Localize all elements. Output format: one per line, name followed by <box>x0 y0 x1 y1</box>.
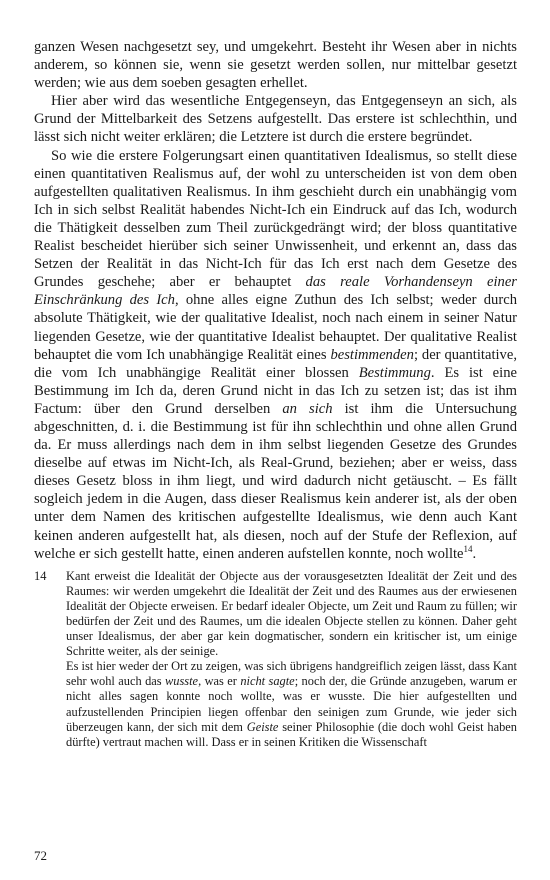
emphasis: Geiste <box>246 719 279 734</box>
paragraph <box>34 38 517 92</box>
text-run: Kant erweist die Idealität der Objecte aus der vorausgesetzten Idealität der Zeit und des Raumes: wir werden umgekehrt die Idealität der Zeit und des Raumes aus der erwiesenen Idealität der Objecte erweisen. Er bedarf idealer Objecte, um Zeit und Raum zu füllen; wir bedürfen der Zeit und des Raumes, um die idealen Objecte stellen zu können. Daher geht unser Idealismus, der aber gar kein dogmatischer, sondern ein kritischer ist, um einige Schritte weiter, als der seinige. <box>66 568 517 659</box>
emphasis: bestimmenden <box>330 346 414 363</box>
paragraph <box>34 147 517 563</box>
text-run: Hier aber wird das wesentliche Entgegenseyn, das Entgegenseyn an sich, als Grund der Mittelbarkeit des Setzens aufgestellt. Das erstere ist schlechthin, und lässt sich nicht weiter erklären; die Letztere ist durch die erstere begründet. <box>34 93 517 146</box>
footnote-paragraph <box>66 659 517 750</box>
paragraph <box>34 92 517 146</box>
book-page <box>34 38 517 750</box>
main-text <box>34 38 517 563</box>
text-run: Es ist hier weder der Ort zu zeigen, was sich übrigens handgreiflich zeigen lässt, dass Kant sehr wohl auch das <box>66 659 517 689</box>
footnote-body <box>66 569 517 750</box>
text-run: . <box>472 545 477 562</box>
text-run: , was er <box>198 674 241 689</box>
page-number: 72 <box>34 848 47 863</box>
footnote-reference: 14 <box>463 543 473 554</box>
footnote <box>34 569 517 750</box>
text-run: So wie die erstere Folgerungsart einen quantitativen Idealismus, so stellt diese einen quantitativen Realismus auf, der wohl zu unterscheiden ist von dem oben aufgestellten qualitativen Realismus. In ihm geschieht durch ein unabhängig vom Ich in sich selbst Realität habendes Nicht-Ich ein Eindruck auf das Ich, wodurch die Thätigkeit desselben zum Theil zurückgedrängt wird; der bloss quantitative Realist bescheidet hierüber sich seiner Unwissenheit, und erkennt an, dass das Setzen der Realität in das Nicht-Ich für das Ich erst nach dem Gesetze des Grundes geschehe; aber er behauptet <box>34 147 517 291</box>
text-run: , ohne alles eigne Zuthun des Ich selbst; weder durch absolute Thätigkeit, wie der qualitative Idealist, noch nach einem in seiner Natur liegenden Gesetze, wie der quantitative Idealist behauptet. Der qualitative Realist behauptet die vom Ich unabhängige Realität eines <box>34 292 517 363</box>
text-run: ganzen Wesen nachgesetzt sey, und umgekehrt. Besteht ihr Wesen aber in nichts anderem, so können sie, wenn sie gesetzt werden sollen, nur mittelbar gesetzt werden; wie aus dem soeben gesagten erhellet. <box>34 39 517 92</box>
footnote-number: 14 <box>34 568 47 583</box>
text-run: ; noch der, die Gründe anzugeben, warum er nicht alles sagen konnte noch wollte, was er wusste. Die hier aufgestellten und aufzustellenden Principien liegen offenbar den seinigen zum Grunde, wie jeder sich überzeugen kann, der sich mit dem <box>66 674 517 734</box>
emphasis: das reale Vorhandenseyn einer Einschränkung des Ich <box>34 274 517 309</box>
text-run: ist ihm die Untersuchung abgeschnitten, d. i. die Bestimmung ist für ihn schlechthin und ohne allen Grund da. Er muss allerdings nach dem in ihm selbst liegenden Gesetze des Grundes dieselbe auf etwas im Nicht-Ich, als Real-Grund, beziehen; aber er weiss, dass dieses Gesetz bloss in ihm liegt, und wird dadurch nicht getäuscht. – Es fällt sogleich jedem in die Augen, dass dieser Realismus kein anderer ist, als der oben unter dem Namen des kritischen aufgestellte Idealismus, wie denn auch Kant keinen anderen aufgestellt hat, als diesen, noch auf der Stufe der Reflexion, auf welche er sich gestellt hatte, einen anderen aufstellen konnte, noch wollte <box>34 400 517 562</box>
emphasis: Bestimmung <box>358 364 431 381</box>
text-run: seiner Philosophie (die doch wohl Geist haben dürfte) vertraut machen will. Dass er in seinen Kritiken die Wissenschaft <box>66 719 518 749</box>
emphasis: wusste <box>165 674 199 689</box>
emphasis: nicht sagte <box>240 674 295 689</box>
text-run: ; der quantitative, die vom Ich unabhängige Realität einer blossen <box>34 346 517 381</box>
text-run: . Es ist eine Bestimmung im Ich da, deren Grund nicht in das Ich zu setzen ist; das ist ihm Factum: über den Grund derselben <box>34 364 517 417</box>
emphasis: an sich <box>282 400 333 417</box>
footnote-paragraph <box>66 569 517 660</box>
